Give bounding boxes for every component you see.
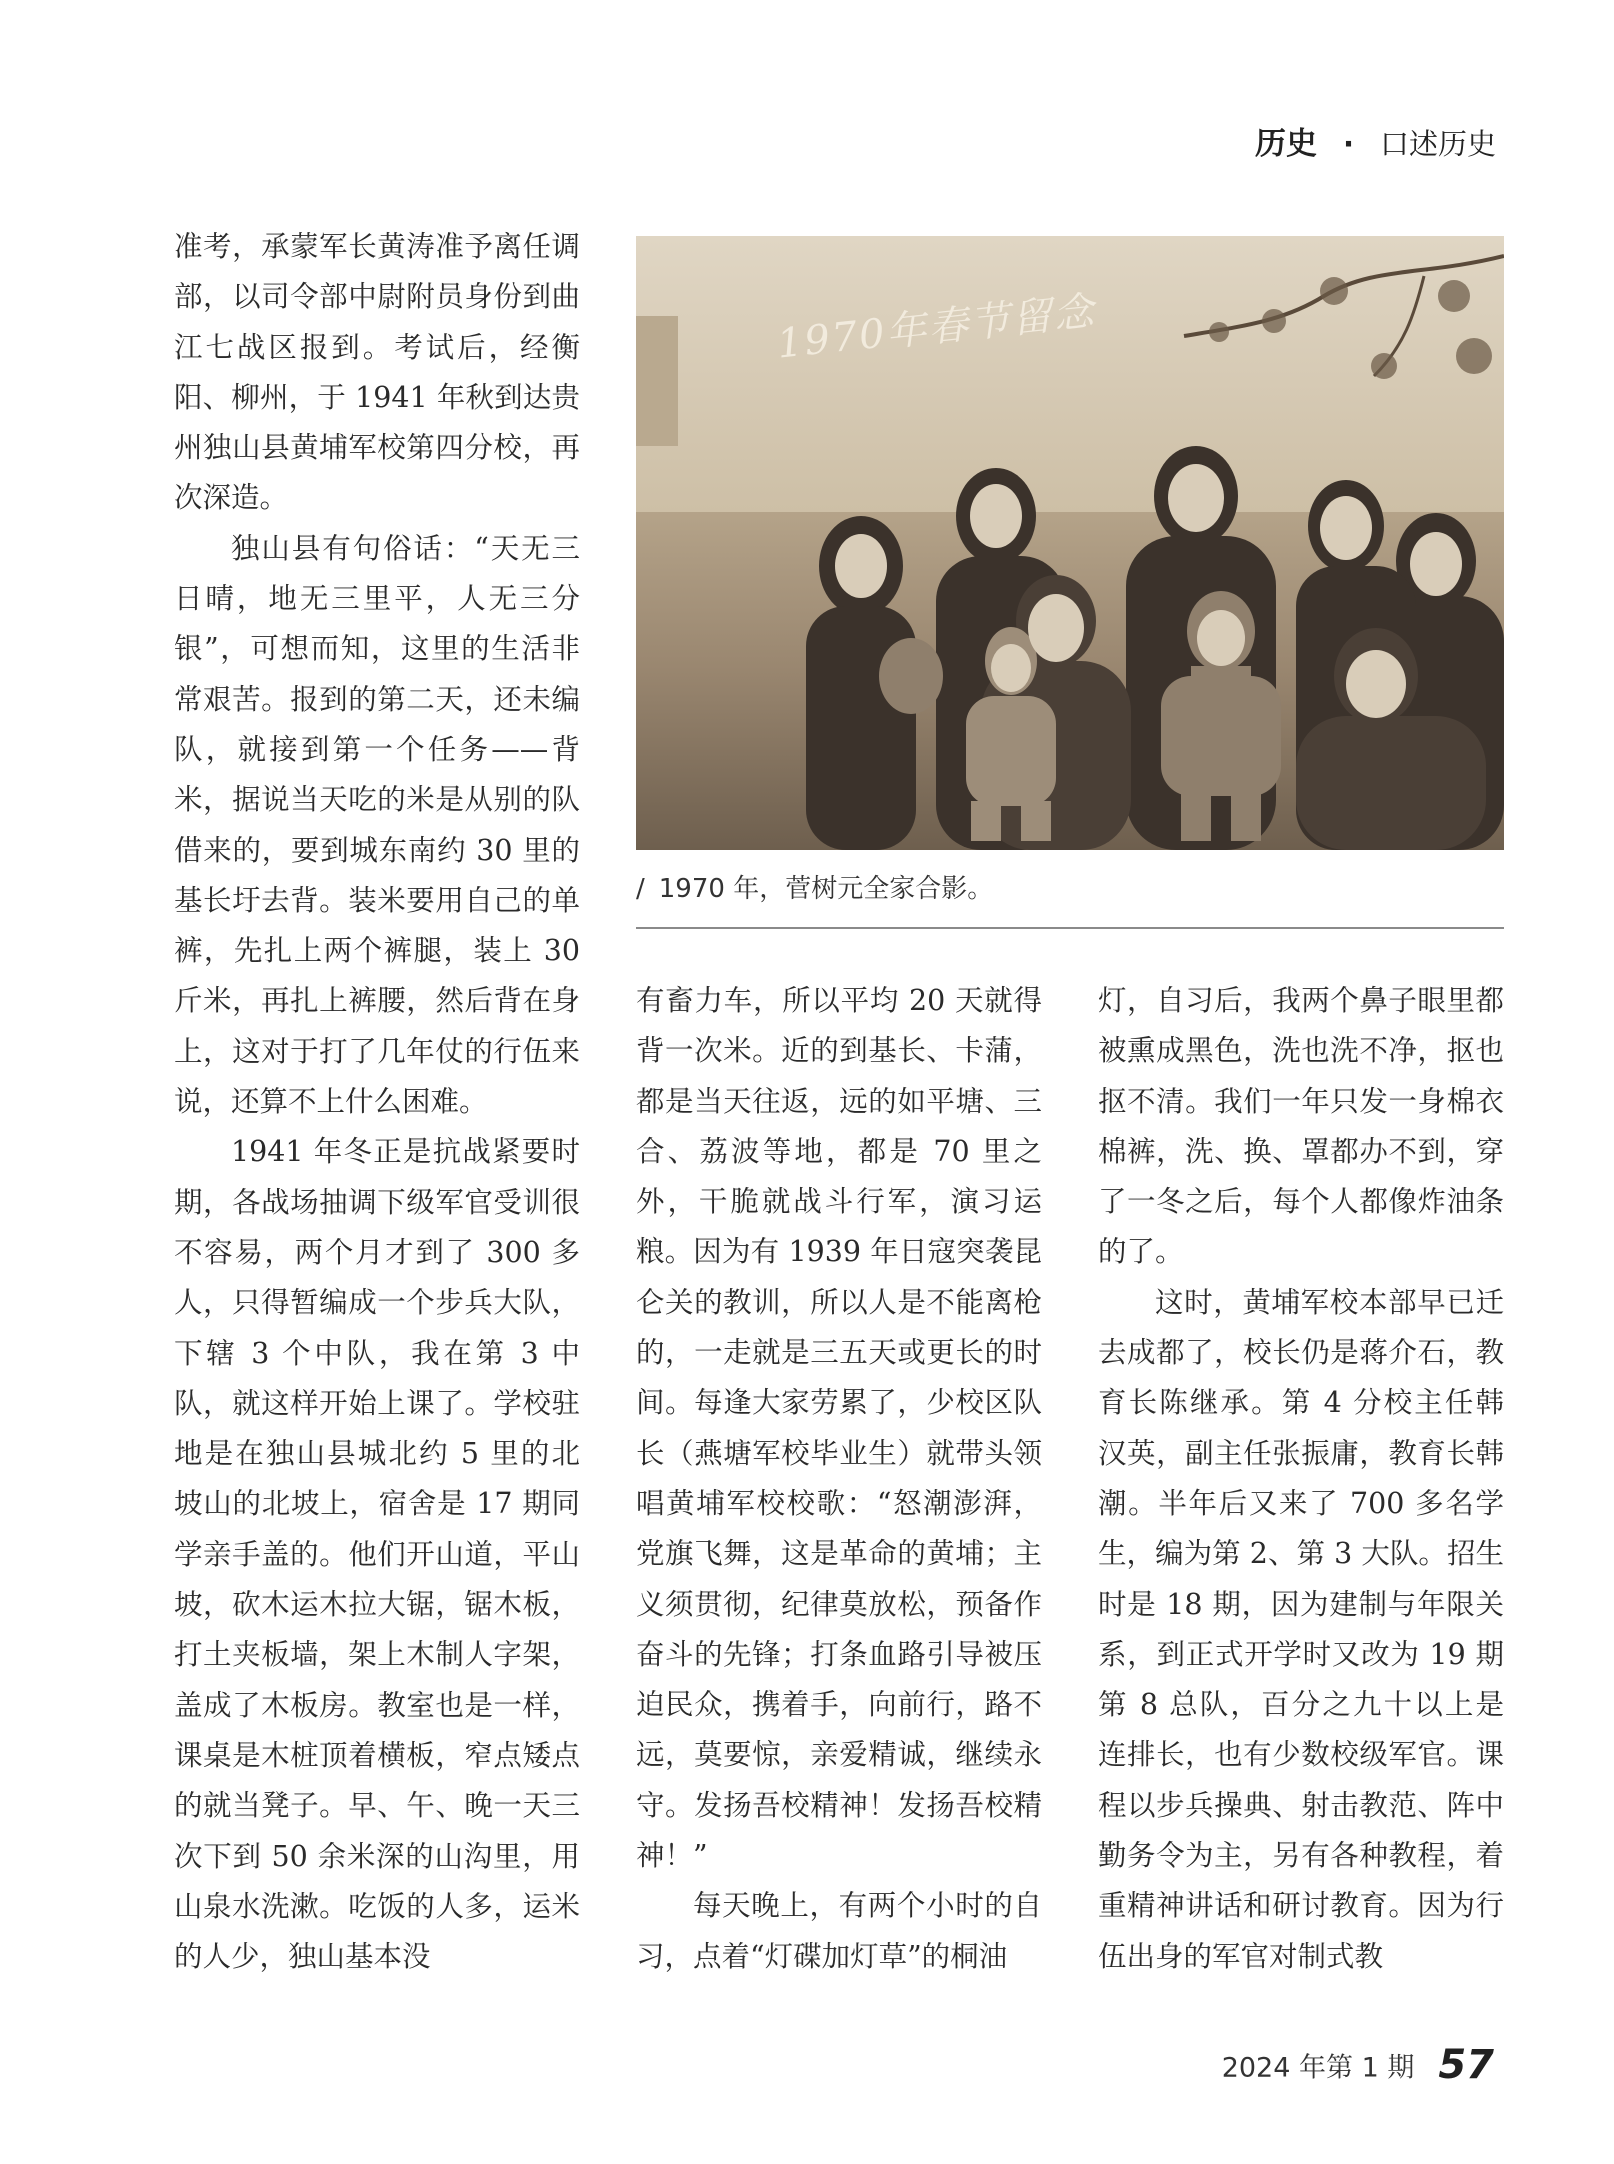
family-photo bbox=[636, 236, 1504, 850]
caption-mark: / bbox=[636, 874, 645, 904]
page-number: 57 bbox=[1438, 2042, 1494, 2088]
subsection-title: 口述历史 bbox=[1379, 127, 1496, 161]
text-column-1 bbox=[174, 222, 580, 1982]
photo-inscription: 1970年春节留念 bbox=[774, 288, 1098, 368]
header-separator: · bbox=[1342, 127, 1354, 161]
section-title: 历史 bbox=[1254, 126, 1317, 162]
paragraph: 独山县有句俗话：“天无三日晴，地无三里平，人无三分银”，可想而知，这里的生活非常艰苦。报到的第二天，还未编队，就接到第一个任务——背米，据说当天吃的米是从别的队借来的，要到城东南约 30 里的基长圩去背。装米要用自己的单裤，先扎上两个裤腿，装上 30 斤米，再扎上裤腰，然后背在身上，这对于打了几年仗的行伍来说，还算不上什么困难。 bbox=[174, 531, 580, 1119]
photo-caption bbox=[636, 868, 1504, 929]
caption-text: 1970 年，菅树元全家合影。 bbox=[658, 874, 994, 904]
running-header bbox=[1255, 118, 1496, 163]
text-column-3 bbox=[1098, 976, 1504, 1982]
text-column-2 bbox=[636, 976, 1042, 1982]
family-group bbox=[636, 236, 1504, 850]
paragraph: 准考，承蒙军长黄涛准予离任调部，以司令部中尉附员身份到曲江七战区报到。考试后，经衡阳、柳州，于 1941 年秋到达贵州独山县黄埔军校第四分校，再次深造。 bbox=[174, 230, 580, 515]
paragraph: 这时，黄埔军校本部早已迁去成都了，校长仍是蒋介石，教育长陈继承。第 4 分校主任韩汉英，副主任张振庸，教育长韩潮。半年后又来了 700 多名学生，编为第 2、第 3 大队。招生时是 18 期，因为建制与年限关系，到正式开学时又改为 19 期第 8 总队，百分之九十以上是连排长，也有少数校级军官。课程以步兵操典、射击教范、阵中勤务令为主，另有各种教程，着重精神讲话和研讨教育。因为行伍出身的军官对制式教 bbox=[1098, 1285, 1504, 1973]
paragraph: 每天晚上，有两个小时的自习，点着“灯碟加灯草”的桐油 bbox=[636, 1889, 1042, 1973]
issue-label: 2024 年第 1 期 bbox=[1221, 2052, 1415, 2084]
paragraph: 1941 年冬正是抗战紧要时期，各战场抽调下级军官受训很不容易，两个月才到了 300 多人，只得暂编成一个步兵大队，下辖 3 个中队，我在第 3 中队，就这样开始上课了。学校驻地是在独山县城北约 5 里的北坡山的北坡上，宿舍是 17 期同学亲手盖的。他们开山道，平山坡，砍木运木拉大锯，锯木板，打土夹板墙，架上木制人字架，盖成了木板房。教室也是一样，课桌是木桩顶着横板，窄点矮点的就当凳子。早、午、晚一天三次下到 50 余米深的山沟里，用山泉水洗漱。吃饭的人多，运米的人少，独山基本没 bbox=[174, 1135, 580, 1974]
paragraph: 有畜力车，所以平均 20 天就得背一次米。近的到基长、卡蒲，都是当天往返，远的如平塘、三合、荔波等地，都是 70 里之外，干脆就战斗行军，演习运粮。因为有 1939 年日寇突袭昆仑关的教训，所以人是不能离枪的，一走就是三五天或更长的时间。每逢大家劳累了，少校区队长（燕塘军校毕业生）就带头领唱黄埔军校校歌：“怒潮澎湃，党旗飞舞，这是革命的黄埔；主义须贯彻，纪律莫放松，预备作奋斗的先锋；打条血路引导被压迫民众，携着手，向前行，路不远，莫要惊，亲爱精诚，继续永守。发扬吾校精神！发扬吾校精神！” bbox=[636, 984, 1042, 1873]
paragraph: 灯，自习后，我两个鼻子眼里都被熏成黑色，洗也洗不净，抠也抠不清。我们一年只发一身棉衣棉裤，洗、换、罩都办不到，穿了一冬之后，每个人都像炸油条的了。 bbox=[1098, 984, 1504, 1269]
page-footer bbox=[1222, 2042, 1494, 2088]
